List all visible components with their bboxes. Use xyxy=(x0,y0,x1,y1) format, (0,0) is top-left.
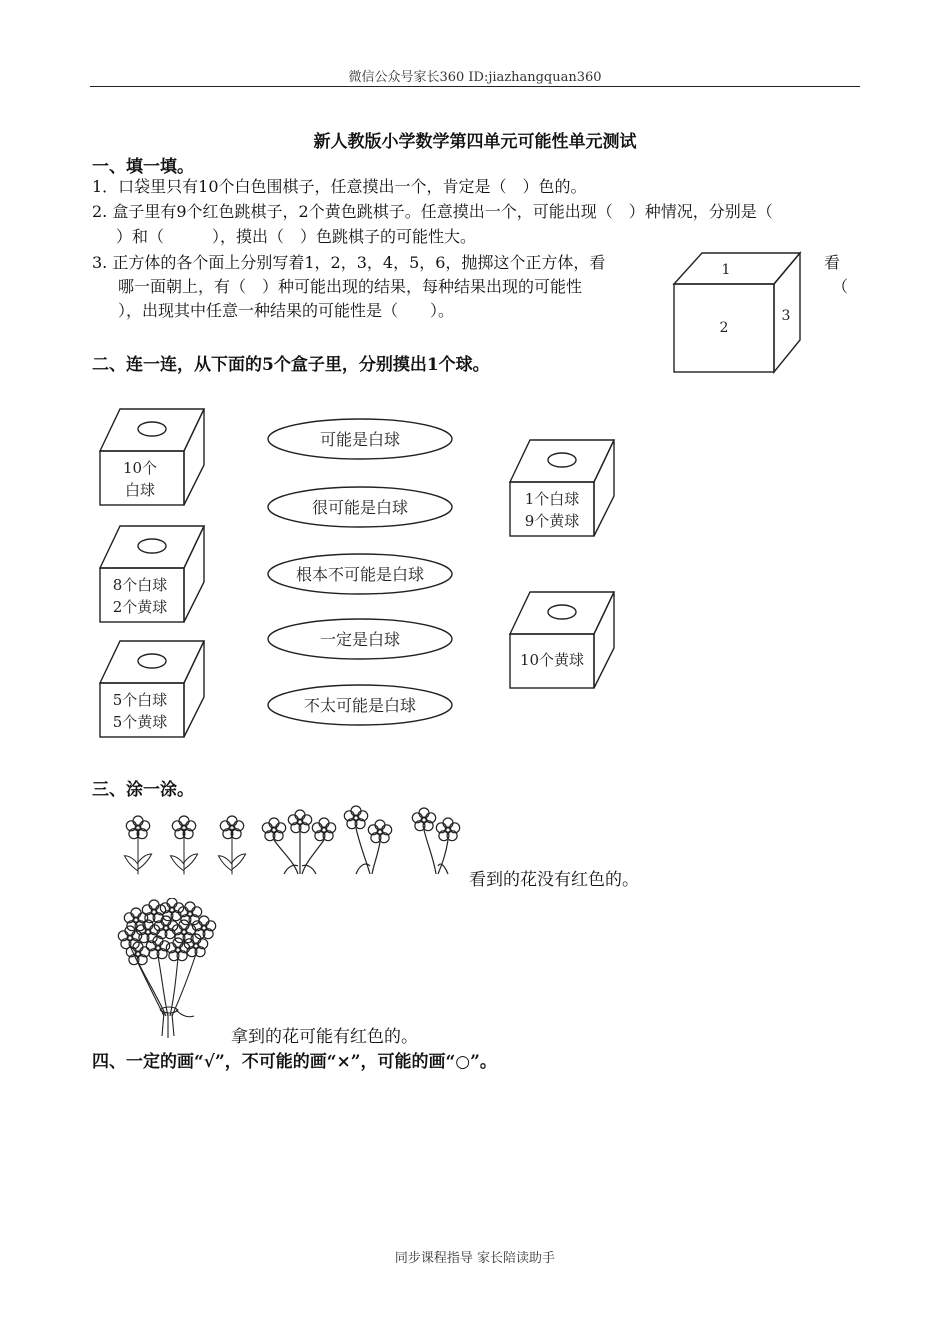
oval-label-4: 一定是白球 xyxy=(319,630,401,649)
ball-box-1 xyxy=(96,405,210,509)
question-2-line2: ）和（ ），摸出（ ）色跳棋子的可能性大。 xyxy=(116,227,477,246)
question-3-line1: 3. 正方体的各个面上分别写着1，2，3，4，5，6，抛掷这个正方体，看 xyxy=(92,253,606,272)
ball-box-1-line1: 10个 xyxy=(122,459,158,477)
page-header: 微信公众号家长360 ID:jiazhangquan360 xyxy=(348,70,602,85)
section2-heading: 二、连一连，从下面的5个盒子里，分别摸出1个球。 xyxy=(92,355,490,375)
question-1: 1．口袋里只有10个白色围棋子，任意摸出一个，肯定是（ ）色的。 xyxy=(92,177,587,196)
page-title: 新人教版小学数学第四单元可能性单元测试 xyxy=(313,132,637,152)
ball-box-4 xyxy=(506,436,620,540)
oval-label-1: 可能是白球 xyxy=(319,430,401,449)
caption-flowers-row: 看到的花没有红色的。 xyxy=(469,870,639,890)
question-3-line2: 哪一面朝上，有（ ）种可能出现的结果，每种结果出现的可能性 xyxy=(118,277,583,296)
ball-box-2-line2: 2个黄球 xyxy=(112,598,168,616)
ball-box-3 xyxy=(96,637,210,741)
question-2-line1: 2. 盒子里有9个红色跳棋子，2个黄色跳棋子。任意摸出一个，可能出现（ ）种情况，分别是（ xyxy=(92,202,773,221)
ball-box-5-line1: 10个黄球 xyxy=(519,651,585,669)
caption-bouquet: 拿到的花可能有红色的。 xyxy=(231,1027,418,1047)
question-3-line1-end: 看 xyxy=(824,253,841,272)
section1-heading: 一、填一填。 xyxy=(92,157,194,177)
ball-box-3-line2: 5个黄球 xyxy=(112,713,168,731)
header-rule xyxy=(90,86,860,87)
cube-face-top: 1 xyxy=(721,262,731,278)
cube-face-side: 3 xyxy=(781,308,791,324)
ball-box-2-line1: 8个白球 xyxy=(112,576,168,594)
flower-row-illustration xyxy=(108,800,470,882)
oval-label-5: 不太可能是白球 xyxy=(303,696,417,715)
question-3-line3: ），出现其中任意一种结果的可能性是（ ）。 xyxy=(118,301,455,320)
oval-label-2: 很可能是白球 xyxy=(311,498,409,517)
ball-box-1-line2: 白球 xyxy=(124,481,156,499)
section3-heading: 三、涂一涂。 xyxy=(92,780,194,800)
section4-heading: 四、一定的画“√”，不可能的画“×”，可能的画“○”。 xyxy=(92,1052,497,1072)
ball-box-4-line2: 9个黄球 xyxy=(524,512,580,530)
flower-bouquet-illustration xyxy=(108,898,228,1042)
ball-box-5 xyxy=(506,588,620,692)
oval-label-3: 根本不可能是白球 xyxy=(295,565,425,584)
probability-ovals xyxy=(262,416,458,736)
cube-face-front: 2 xyxy=(719,320,729,336)
question-3-line2-end: （ xyxy=(832,277,849,296)
ball-box-4-line1: 1个白球 xyxy=(524,490,580,508)
numbered-cube-figure xyxy=(668,248,808,378)
ball-box-3-line1: 5个白球 xyxy=(112,691,168,709)
page-footer: 同步课程指导 家长陪读助手 xyxy=(394,1251,556,1266)
ball-box-2 xyxy=(96,522,210,626)
